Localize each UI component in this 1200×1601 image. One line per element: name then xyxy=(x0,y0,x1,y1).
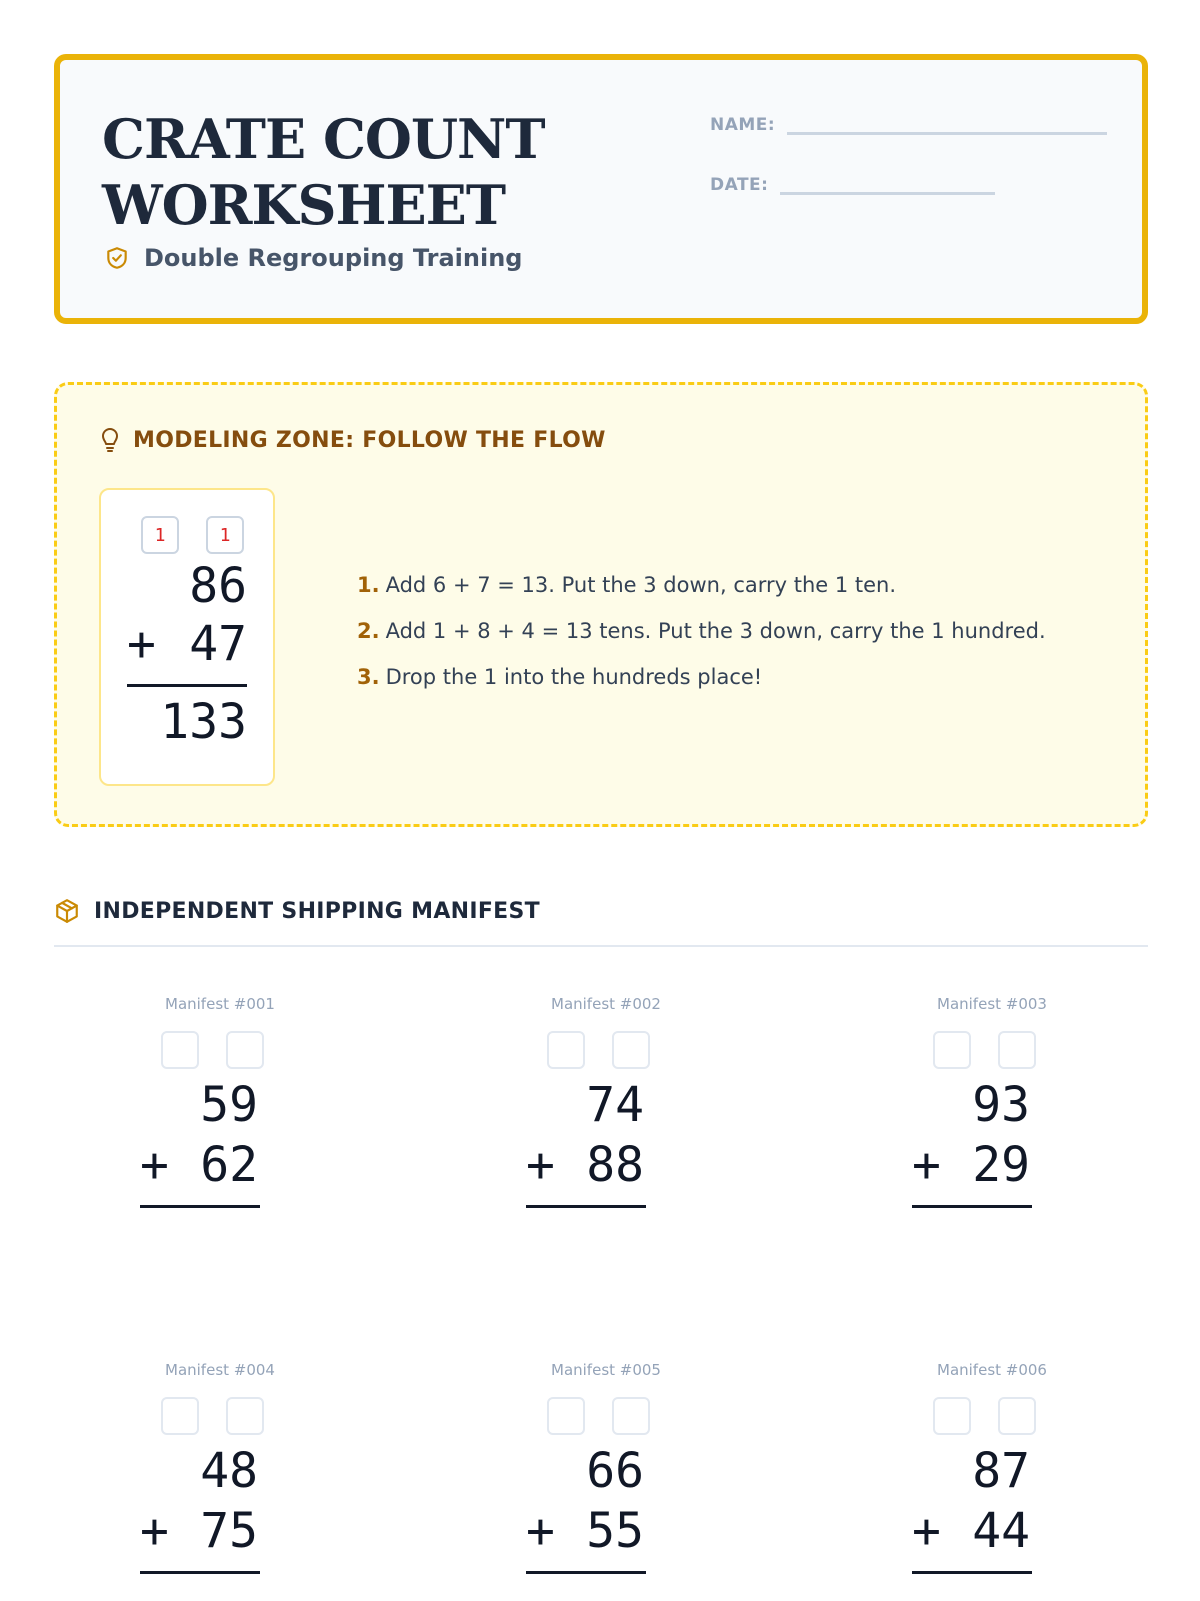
manifest-label: Manifest #002 xyxy=(551,995,661,1013)
step-item xyxy=(357,573,1046,597)
date-field[interactable] xyxy=(710,172,995,195)
modeling-heading xyxy=(99,427,606,453)
manifest-problem-4 xyxy=(140,1361,300,1601)
step-item xyxy=(357,619,1046,643)
operator: + xyxy=(526,1137,555,1193)
modeling-heading-text: MODELING ZONE: FOLLOW THE FLOW xyxy=(133,427,606,453)
manifest-label: Manifest #003 xyxy=(937,995,1047,1013)
carry-box-tens[interactable] xyxy=(998,1031,1036,1069)
manifest-problem-3 xyxy=(912,995,1072,1235)
manifest-heading-text: INDEPENDENT SHIPPING MANIFEST xyxy=(94,898,540,924)
top-addend: 59 xyxy=(200,1077,258,1133)
operator: + xyxy=(526,1503,555,1559)
step-number: 2. xyxy=(357,619,380,643)
carry-box-hundreds[interactable] xyxy=(547,1397,585,1435)
date-write-line[interactable] xyxy=(780,172,995,195)
step-text: Drop the 1 into the hundreds place! xyxy=(385,665,763,689)
manifest-label: Manifest #005 xyxy=(551,1361,661,1379)
example-top-addend: 86 xyxy=(189,558,247,614)
manifest-heading xyxy=(54,898,540,924)
carry-box-tens[interactable] xyxy=(226,1397,264,1435)
answer-rule[interactable] xyxy=(912,1205,1032,1208)
example-bottom-addend: 47 xyxy=(189,616,247,672)
worksheet-header xyxy=(54,54,1148,324)
top-addend: 87 xyxy=(972,1443,1030,1499)
carry-box-hundreds[interactable] xyxy=(547,1031,585,1069)
manifest-problem-2 xyxy=(526,995,686,1235)
example-operator: + xyxy=(127,616,156,672)
name-field[interactable] xyxy=(710,112,1107,135)
example-answer: 133 xyxy=(160,694,247,750)
date-label: DATE: xyxy=(710,175,769,195)
bottom-addend: 62 xyxy=(200,1137,258,1193)
carry-box-hundreds[interactable] xyxy=(161,1031,199,1069)
example-sum-rule xyxy=(127,684,247,687)
section-divider xyxy=(54,945,1148,947)
answer-rule[interactable] xyxy=(140,1205,260,1208)
manifest-label: Manifest #004 xyxy=(165,1361,275,1379)
operator: + xyxy=(912,1503,941,1559)
answer-rule[interactable] xyxy=(912,1571,1032,1574)
top-addend: 93 xyxy=(972,1077,1030,1133)
bottom-addend: 75 xyxy=(200,1503,258,1559)
carry-box-tens[interactable] xyxy=(998,1397,1036,1435)
top-addend: 48 xyxy=(200,1443,258,1499)
shield-check-icon xyxy=(104,245,130,271)
carry-box-hundreds[interactable] xyxy=(933,1397,971,1435)
carry-box-tens[interactable] xyxy=(612,1397,650,1435)
steps-list xyxy=(357,573,1046,711)
step-text: Add 1 + 8 + 4 = 13 tens. Put the 3 down, carry the 1 hundred. xyxy=(385,619,1046,643)
worksheet-subtitle xyxy=(104,244,522,272)
operator: + xyxy=(140,1137,169,1193)
bottom-addend: 55 xyxy=(586,1503,644,1559)
manifest-problem-6 xyxy=(912,1361,1072,1601)
carry-box-tens: 1 xyxy=(206,516,244,554)
package-icon xyxy=(54,898,80,924)
step-number: 1. xyxy=(357,573,380,597)
answer-rule[interactable] xyxy=(526,1205,646,1208)
worked-example xyxy=(99,488,275,786)
answer-rule[interactable] xyxy=(526,1571,646,1574)
manifest-problem-1 xyxy=(140,995,300,1235)
carry-box-hundreds: 1 xyxy=(141,516,179,554)
worksheet-title xyxy=(102,106,662,238)
carry-box-hundreds[interactable] xyxy=(933,1031,971,1069)
bottom-addend: 88 xyxy=(586,1137,644,1193)
operator: + xyxy=(140,1503,169,1559)
title-line-2: WORKSHEET xyxy=(102,173,506,237)
step-number: 3. xyxy=(357,665,380,689)
carry-box-tens[interactable] xyxy=(226,1031,264,1069)
step-item xyxy=(357,665,1046,689)
manifest-problem-5 xyxy=(526,1361,686,1601)
subtitle-text: Double Regrouping Training xyxy=(144,244,523,272)
top-addend: 66 xyxy=(586,1443,644,1499)
bottom-addend: 29 xyxy=(972,1137,1030,1193)
name-write-line[interactable] xyxy=(787,112,1107,135)
modeling-zone xyxy=(54,382,1148,827)
bottom-addend: 44 xyxy=(972,1503,1030,1559)
answer-rule[interactable] xyxy=(140,1571,260,1574)
carry-box-tens[interactable] xyxy=(612,1031,650,1069)
step-text: Add 6 + 7 = 13. Put the 3 down, carry the 1 ten. xyxy=(385,573,897,597)
manifest-label: Manifest #006 xyxy=(937,1361,1047,1379)
manifest-label: Manifest #001 xyxy=(165,995,275,1013)
lightbulb-icon xyxy=(99,427,121,453)
operator: + xyxy=(912,1137,941,1193)
top-addend: 74 xyxy=(586,1077,644,1133)
title-line-1: CRATE COUNT xyxy=(102,107,545,171)
carry-box-hundreds[interactable] xyxy=(161,1397,199,1435)
name-label: NAME: xyxy=(710,115,776,135)
